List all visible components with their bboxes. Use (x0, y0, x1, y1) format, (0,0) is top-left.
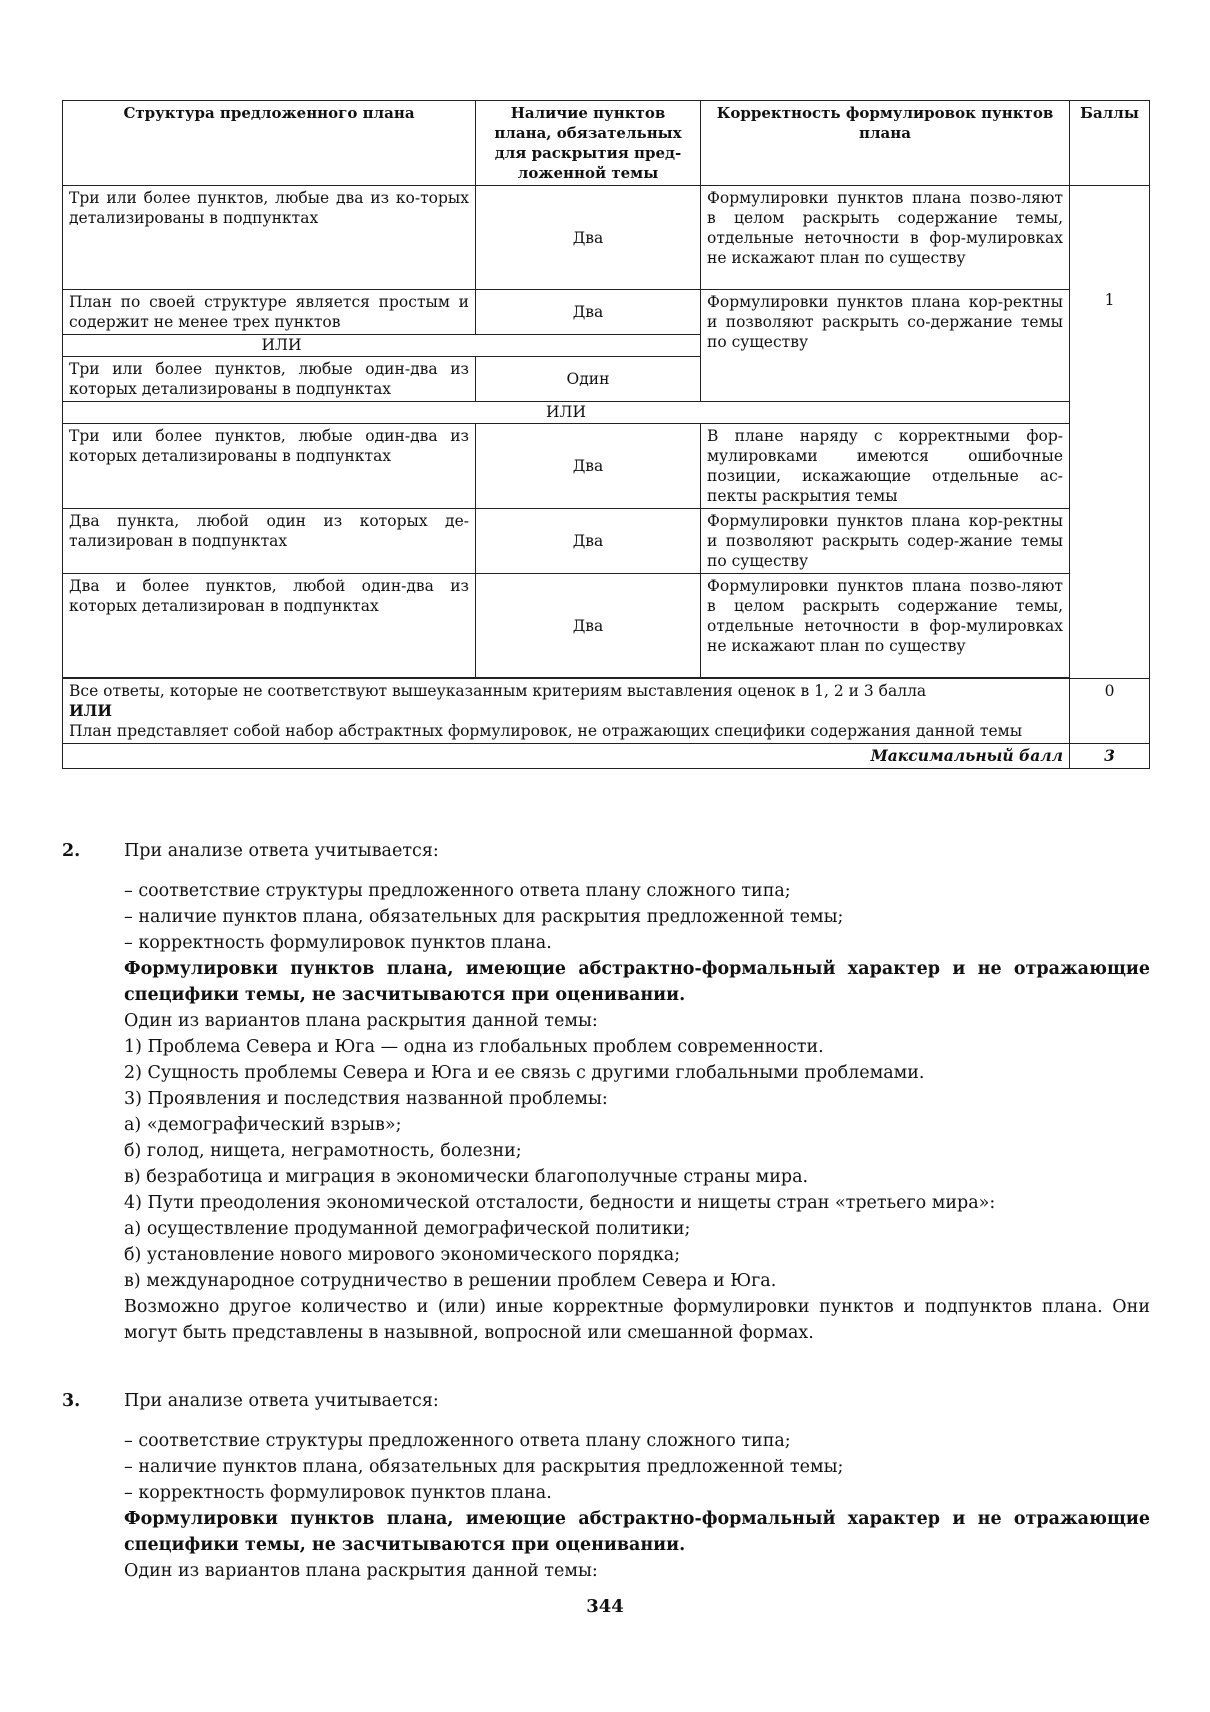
cell-correctness: Формулировки пунктов плана кор-ректны и позволяют раскрыть содер-жание темы по существу (701, 509, 1070, 574)
plan-item: в) безработица и миграция в экономически благополучные страны мира. (124, 1167, 809, 1187)
cell-presence: Два (476, 424, 701, 509)
ili-row (63, 402, 1150, 424)
zero-ili: ИЛИ (69, 701, 112, 720)
bold-note: Формулировки пунктов плана, имеющие абстрактно-формальный характер и не отражающие специфики темы, не засчитываются при оценивании. (124, 959, 1150, 1005)
plan-item: 4) Пути преодоления экономической отсталости, бедности и нищеты стран «третьего мира»: (124, 1193, 996, 1213)
cell-score-1: 1 (1070, 186, 1150, 679)
header-structure: Структура предложенного плана (63, 101, 476, 186)
plan-intro: Один из вариантов плана раскрытия данной темы: (124, 1011, 598, 1031)
table-row (63, 424, 1150, 509)
header-score: Баллы (1070, 101, 1150, 186)
cell-structure: Три или более пунктов, любые один-два из которых детализированы в подпунктах (63, 424, 476, 509)
cell-correctness: Формулировки пунктов плана кор-ректны и позволяют раскрыть со-держание темы по существу (701, 290, 1070, 402)
section-2 (62, 838, 1150, 1346)
section-number: 2. (62, 841, 81, 861)
max-score-value: 3 (1070, 744, 1150, 769)
zero-row (63, 679, 1150, 744)
section-title: При анализе ответа учитывается: (124, 1391, 439, 1411)
table-header-row (63, 101, 1150, 186)
cell-correctness: В плане наряду с корректными фор-мулировками имеются ошибочные позиции, искажающие отдельные ас-пекты раскрытия темы (701, 424, 1070, 509)
zero-criteria-cell (63, 679, 1070, 744)
criterion-item: – наличие пунктов плана, обязательных для раскрытия предложенной темы; (124, 1457, 844, 1477)
max-score-label: Максимальный балл (63, 744, 1070, 769)
cell-presence: Два (476, 509, 701, 574)
criterion-item: – наличие пунктов плана, обязательных для раскрытия предложенной темы; (124, 907, 844, 927)
plan-item: а) «демографический взрыв»; (124, 1115, 402, 1135)
table-row (63, 574, 1150, 678)
closing-note: Возможно другое количество и (или) иные корректные формулировки пунктов и подпунктов плана. Они могут быть представлены в назывной, вопросной или смешанной формах. (124, 1297, 1150, 1343)
bold-note: Формулировки пунктов плана, имеющие абстрактно-формальный характер и не отражающие специфики темы, не засчитываются при оценивании. (124, 1509, 1150, 1555)
section-3 (62, 1388, 1150, 1584)
cell-correctness: Формулировки пунктов плана позво-ляют в целом раскрыть содержание темы, отдельные неточности в фор-мулировках не искажают план по существу (701, 574, 1070, 678)
criterion-item: – корректность формулировок пунктов плана. (124, 933, 552, 953)
cell-structure: Два и более пунктов, любой один-два из которых детализирован в подпунктах (63, 574, 476, 678)
criterion-item: – соответствие структуры предложенного ответа плану сложного типа; (124, 1431, 791, 1451)
cell-structure: Три или более пунктов, любые два из ко-торых детализированы в подпунктах (63, 186, 476, 290)
plan-item: 2) Сущность проблемы Севера и Юга и ее связь с другими глобальными проблемами. (124, 1063, 925, 1083)
page-number: 344 (586, 1596, 624, 1617)
cell-correctness: Формулировки пунктов плана позво-ляют в целом раскрыть содержание темы, отдельные неточности в фор-мулировках не искажают план по существу (701, 186, 1070, 290)
plan-item: б) установление нового мирового экономического порядка; (124, 1245, 681, 1265)
plan-item: 3) Проявления и последствия названной проблемы: (124, 1089, 608, 1109)
criterion-item: – соответствие структуры предложенного ответа плану сложного типа; (124, 881, 791, 901)
max-score-row (63, 744, 1150, 769)
plan-item: а) осуществление продуманной демографической политики; (124, 1219, 691, 1239)
cell-presence: Два (476, 290, 701, 335)
cell-presence: Два (476, 574, 701, 678)
plan-item: б) голод, нищета, неграмотность, болезни; (124, 1141, 522, 1161)
header-correctness: Корректность формулировок пунктов плана (701, 101, 1070, 186)
table-row (63, 509, 1150, 574)
zero-line-1: Все ответы, которые не соответствуют вышеуказанным критериям выставления оценок в 1, 2 и 3 балла (69, 682, 927, 700)
cell-presence: Один (476, 357, 701, 402)
ili-label: ИЛИ (63, 335, 701, 357)
plan-item: в) международное сотрудничество в решении проблем Севера и Юга. (124, 1271, 777, 1291)
section-title: При анализе ответа учитывается: (124, 841, 439, 861)
cell-structure: Три или более пунктов, любые один-два из которых детализированы в подпунктах (63, 357, 476, 402)
plan-intro: Один из вариантов плана раскрытия данной темы: (124, 1561, 598, 1581)
cell-score-0: 0 (1070, 679, 1150, 744)
cell-structure: План по своей структуре является простым и содержит не менее трех пунктов (63, 290, 476, 335)
plan-item: 1) Проблема Севера и Юга — одна из глобальных проблем современности. (124, 1037, 824, 1057)
cell-structure: Два пункта, любой один из которых де-тализирован в подпунктах (63, 509, 476, 574)
table-row (63, 290, 1150, 335)
header-presence: Наличие пунктов плана, обязательных для раскрытия пред-ложенной темы (476, 101, 701, 186)
criterion-item: – корректность формулировок пунктов плана. (124, 1483, 552, 1503)
cell-presence: Два (476, 186, 701, 290)
zero-line-2: План представляет собой набор абстрактных формулировок, не отражающих специфики содержания данной темы (69, 722, 1023, 740)
table-row (63, 186, 1150, 290)
criteria-table (62, 100, 1150, 769)
ili-label: ИЛИ (63, 402, 1070, 424)
section-number: 3. (62, 1391, 81, 1411)
